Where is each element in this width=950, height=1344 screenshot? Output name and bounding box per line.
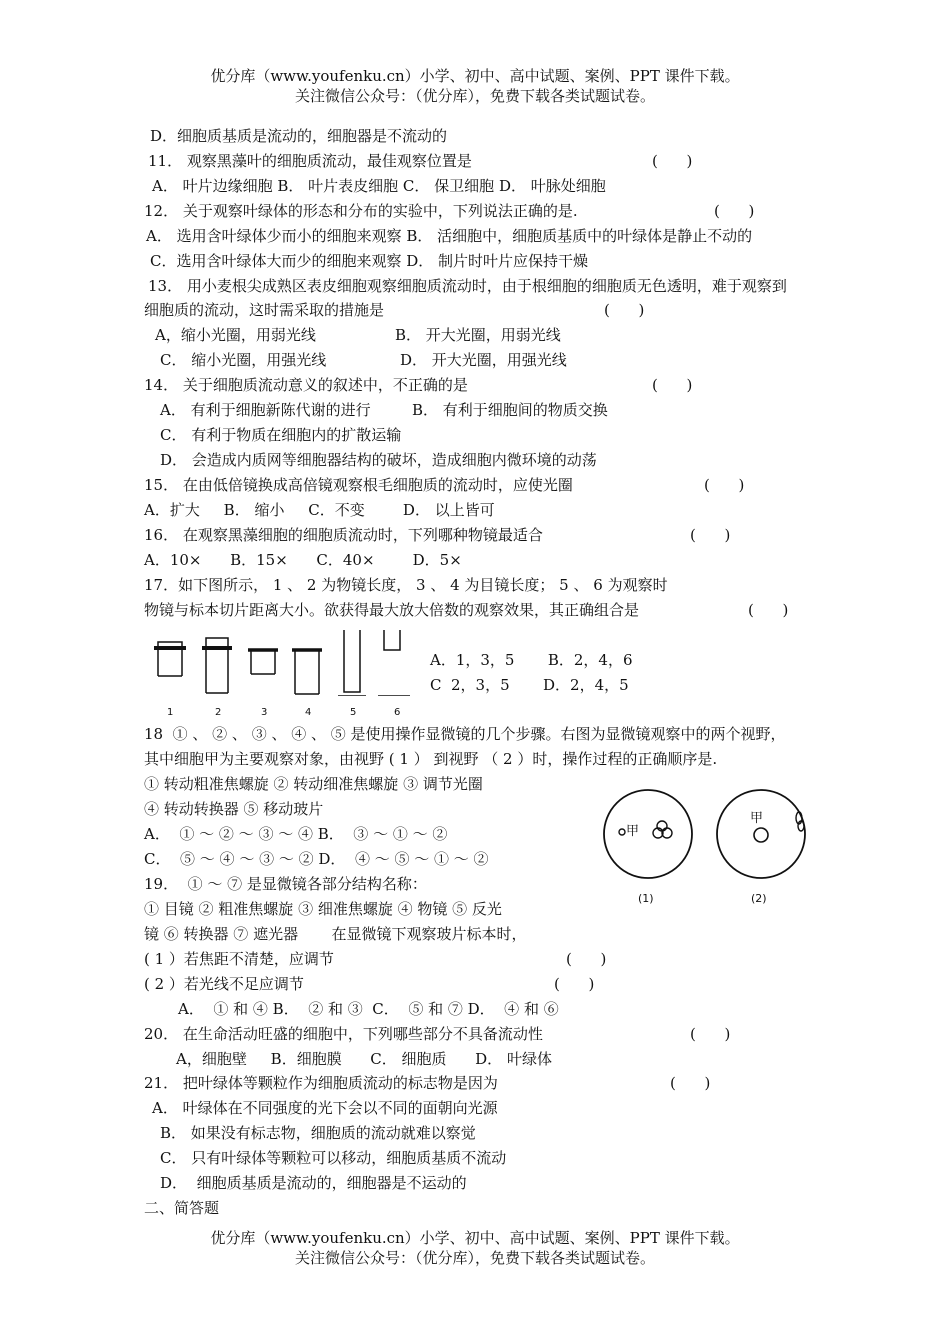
q14-option-d: D． 会造成内质网等细胞器结构的破坏，造成细胞内微环境的动荡 [160, 451, 597, 469]
q11-blank: ( ) [652, 152, 693, 170]
distance-5-icon [338, 630, 366, 696]
q20-blank: ( ) [690, 1025, 731, 1043]
q17-stem-1: 17．如下图所示， 1 、 2 为物镜长度， 3 、 4 为目镜长度； 5 、 6 为观察时 [144, 576, 668, 594]
footer-line-2: 关注微信公众号：（优分库），免费下载各类试题试卷。 [294, 1249, 655, 1267]
q14-option-c: C． 有利于物质在细胞内的扩散运输 [160, 426, 402, 444]
lens-2-icon [202, 638, 232, 693]
q14-stem: 14． 关于细胞质流动意义的叙述中，不正确的是 [144, 376, 468, 394]
q21-blank: ( ) [670, 1074, 711, 1092]
q19-sub-2-blank: ( ) [554, 975, 595, 993]
q13-stem-1: 13． 用小麦根尖成熟区表皮细胞观察细胞质流动时，由于根细胞的细胞质无色透明，难于观察到 [148, 277, 787, 295]
footer-line-1: 优分库（www.youfenku.cn）小学、初中、高中试题、案例、PPT 课件下载。 [210, 1229, 740, 1247]
q11-stem: 11． 观察黑藻叶的细胞质流动，最佳观察位置是 [148, 152, 472, 170]
q14-option-b: B． 有利于细胞间的物质交换 [412, 401, 608, 419]
lens-label-4: 4 [305, 707, 312, 718]
q14-blank: ( ) [652, 376, 693, 394]
lens-label-6: 6 [394, 707, 401, 718]
q19-stem: 19． ① ～ ⑦ 是显微镜各部分结构名称： [144, 875, 427, 893]
q13-option-d: D． 开大光圈，用强光线 [400, 351, 567, 369]
field-caption-2: (2) [751, 892, 767, 905]
q13-option-b: B． 开大光圈，用弱光线 [395, 326, 561, 344]
cell-jia-field-2 [754, 828, 768, 842]
lens-3-icon [248, 650, 278, 674]
q19-options: A． ① 和 ④ B． ② 和 ③ C． ⑤ 和 ⑦ D． ④ 和 ⑥ [178, 1000, 559, 1018]
cell-label-jia-2: 甲 [750, 811, 764, 826]
q21-stem: 21． 把叶绿体等颗粒作为细胞质流动的标志物是因为 [144, 1074, 498, 1092]
q13-stem-2: 细胞质的流动，这时需采取的措施是 [144, 301, 385, 319]
q18-steps-1: ① 转动粗准焦螺旋 ② 转动细准焦螺旋 ③ 调节光圈 [144, 775, 483, 793]
field-caption-1: (1) [638, 892, 654, 905]
lens-1-icon [154, 642, 186, 676]
q10-option-d: D．细胞质基质是流动的，细胞器是不流动的 [150, 127, 448, 145]
lens-label-2: 2 [215, 707, 222, 718]
field-of-view-1 [604, 790, 692, 878]
cell-label-jia-1: 甲 [626, 824, 640, 839]
section-title-short-answer: 二、简答题 [144, 1199, 220, 1217]
header-line-2: 关注微信公众号：（优分库），免费下载各类试题试卷。 [294, 87, 655, 105]
q21-option-c: C． 只有叶绿体等颗粒可以移动，细胞质基质不流动 [160, 1149, 507, 1167]
q16-options: A．10× B．15× C．40× D．5× [144, 551, 462, 569]
q16-blank: ( ) [690, 526, 731, 544]
q16-stem: 16． 在观察黑藻细胞的细胞质流动时，下列哪种物镜最适合 [144, 526, 543, 544]
q15-blank: ( ) [704, 476, 745, 494]
q18-stem-2: 其中细胞甲为主要观察对象，由视野 ( 1 ） 到视野 （ 2 ）时，操作过程的正确顺序是. [144, 750, 718, 768]
q13-blank: ( ) [604, 301, 645, 319]
q19-parts-2: 镜 ⑥ 转换器 ⑦ 遮光器 在显微镜下观察玻片标本时， [144, 925, 527, 943]
cell-jia-field-1 [619, 829, 625, 835]
q17-lens-figure [148, 628, 418, 696]
q13-option-a: A，缩小光圈，用弱光线 [155, 326, 316, 344]
lens-4-icon [292, 650, 322, 694]
lens-label-5: 5 [350, 707, 357, 718]
q19-sub-1: ( 1 ）若焦距不清楚，应调节 [144, 950, 334, 968]
q17-blank: ( ) [748, 601, 789, 619]
q17-stem-2: 物镜与标本切片距离大小。欲获得最大放大倍数的观察效果，其正确组合是 [144, 601, 640, 619]
header-line-1: 优分库（www.youfenku.cn）小学、初中、高中试题、案例、PPT 课件下载。 [210, 67, 740, 85]
cell-cluster-field-1 [653, 821, 672, 838]
q12-options-cd: C．选用含叶绿体大而少的细胞来观察 D． 制片时叶片应保持干燥 [150, 252, 589, 270]
q15-stem: 15． 在由低倍镜换成高倍镜观察根毛细胞质的流动时，应使光圈 [144, 476, 573, 494]
q15-options: A．扩大 B． 缩小 C．不变 D． 以上皆可 [144, 501, 495, 519]
q17-options-cd: C 2，3，5 D．2，4，5 [430, 676, 629, 694]
q19-parts-1: ① 目镜 ② 粗准焦螺旋 ③ 细准焦螺旋 ④ 物镜 ⑤ 反光 [144, 900, 502, 918]
distance-6-icon [378, 630, 410, 696]
q12-options-ab: A． 选用含叶绿体少而小的细胞来观察 B． 活细胞中，细胞质基质中的叶绿体是静止不动的 [146, 227, 753, 245]
q18-options-cd: C． ⑤ ～ ④ ～ ③ ～ ② D． ④ ～ ⑤ ～ ① ～ ② [144, 850, 489, 868]
q20-options: A，细胞壁 B．细胞膜 C． 细胞质 D． 叶绿体 [176, 1050, 552, 1068]
q18-options-ab: A． ① ～ ② ～ ③ ～ ④ B． ③ ～ ① ～ ② [144, 825, 448, 843]
q12-stem: 12． 关于观察叶绿体的形态和分布的实验中，下列说法正确的是. [144, 202, 578, 220]
q13-option-c: C． 缩小光圈，用强光线 [160, 351, 327, 369]
q19-sub-1-blank: ( ) [566, 950, 607, 968]
q12-blank: ( ) [714, 202, 755, 220]
q18-steps-2: ④ 转动转换器 ⑤ 移动玻片 [144, 800, 324, 818]
q19-sub-2: ( 2 ）若光线不足应调节 [144, 975, 304, 993]
q20-stem: 20． 在生命活动旺盛的细胞中，下列哪些部分不具备流动性 [144, 1025, 543, 1043]
q21-option-b: B． 如果没有标志物，细胞质的流动就难以察觉 [160, 1124, 476, 1142]
q14-option-a: A． 有利于细胞新陈代谢的进行 [160, 401, 371, 419]
q21-option-a: A． 叶绿体在不同强度的光下会以不同的面朝向光源 [152, 1099, 498, 1117]
q17-options-ab: A．1，3，5 B．2，4，6 [430, 651, 633, 669]
lens-label-3: 3 [261, 707, 268, 718]
lens-label-1: 1 [167, 707, 174, 718]
q21-option-d: D． 细胞质基质是流动的，细胞器是不运动的 [160, 1174, 467, 1192]
q18-stem-1: 18 ① 、 ② 、 ③ 、 ④ 、 ⑤ 是使用操作显微镜的几个步骤。右图为显微镜观察中的两个视野， [144, 725, 786, 743]
q11-options: A． 叶片边缘细胞 B． 叶片表皮细胞 C． 保卫细胞 D． 叶脉处细胞 [152, 177, 606, 195]
field-of-view-2 [717, 790, 805, 878]
